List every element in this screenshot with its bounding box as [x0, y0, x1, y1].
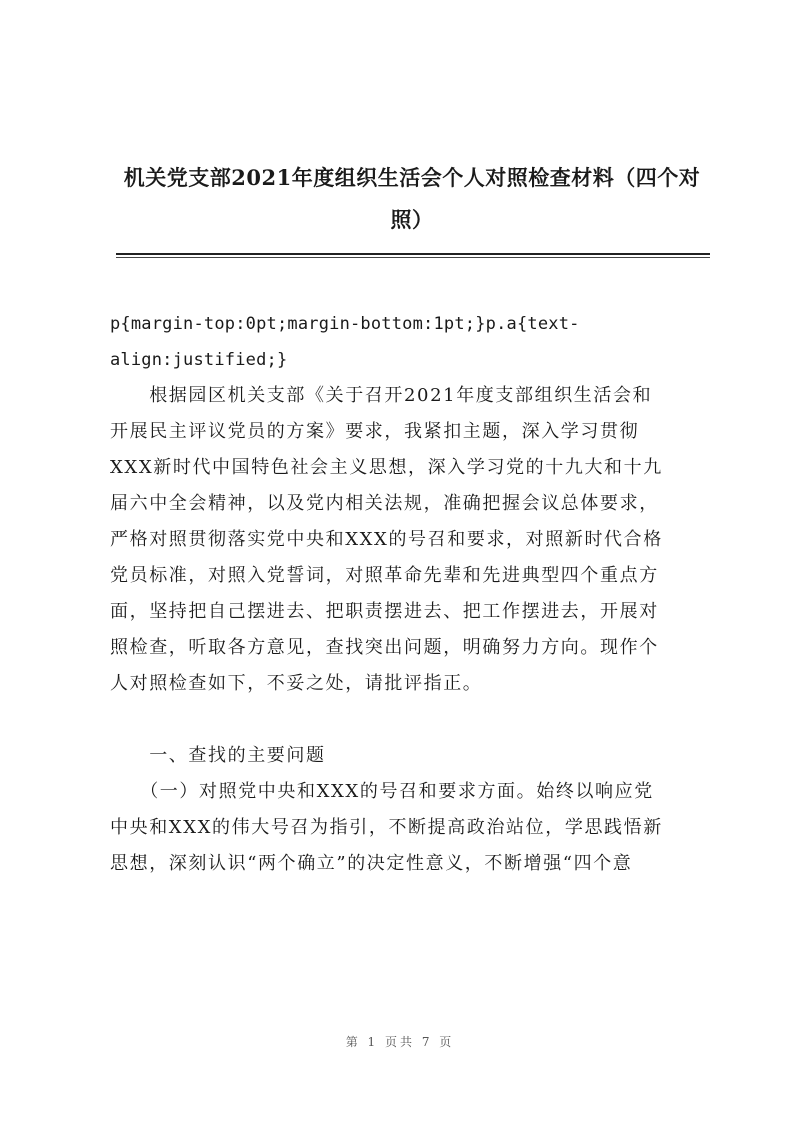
title-line-2: 照）	[390, 207, 434, 232]
paragraph-one-line-3: 思想，深刻认识“两个确立”的决定性意义，不断增强“四个意	[110, 853, 633, 874]
title-line-1: 机关党支部2021年度组织生活会个人对照检查材料（四个对	[123, 165, 701, 190]
paragraph-intro-line-1: 根据园区机关支部《关于召开2021年度支部组织生活会和	[110, 385, 653, 406]
paragraph-intro-line-2: 开展民主评议党员的方案》要求，我紧扣主题，深入学习贯彻	[110, 421, 640, 442]
stray-css-line-2: align:justified;}	[110, 350, 288, 370]
document-body	[110, 306, 710, 882]
paragraph-one-line-1: （一）对照党中央和XXX的号召和要求方面。始终以响应党	[110, 781, 654, 802]
paragraph-intro-line-6: 党员标准，对照入党誓词，对照革命先辈和先进典型四个重点方	[110, 565, 659, 586]
paragraph-gap	[110, 702, 710, 738]
title-divider-thick	[116, 253, 710, 255]
document-title	[112, 157, 712, 241]
stray-css-line-1: p{margin-top:0pt;margin-bottom:1pt;}p.a{text-	[110, 314, 580, 334]
paragraph-intro-line-5: 严格对照贯彻落实党中央和XXX的号召和要求，对照新时代合格	[110, 529, 663, 550]
title-divider-thin	[116, 257, 710, 258]
section-heading: 一、查找的主要问题	[110, 745, 326, 766]
paragraph-intro-line-3: XXX新时代中国特色社会主义思想，深入学习党的十九大和十九	[110, 457, 663, 478]
paragraph-intro-line-7: 面，坚持把自己摆进去、把职责摆进去、把工作摆进去，开展对	[110, 601, 659, 622]
paragraph-intro-line-8: 照检查，听取各方意见，查找突出问题，明确努力方向。现作个	[110, 637, 659, 658]
paragraph-intro-line-4: 届六中全会精神，以及党内相关法规，准确把握会议总体要求，	[110, 493, 659, 514]
page-footer: 第 1 页共 7 页	[345, 1035, 455, 1049]
paragraph-intro-line-9: 人对照检查如下，不妥之处，请批评指正。	[110, 673, 483, 694]
paragraph-one-line-2: 中央和XXX的伟大号召为指引，不断提高政治站位，学思践悟新	[110, 817, 663, 838]
